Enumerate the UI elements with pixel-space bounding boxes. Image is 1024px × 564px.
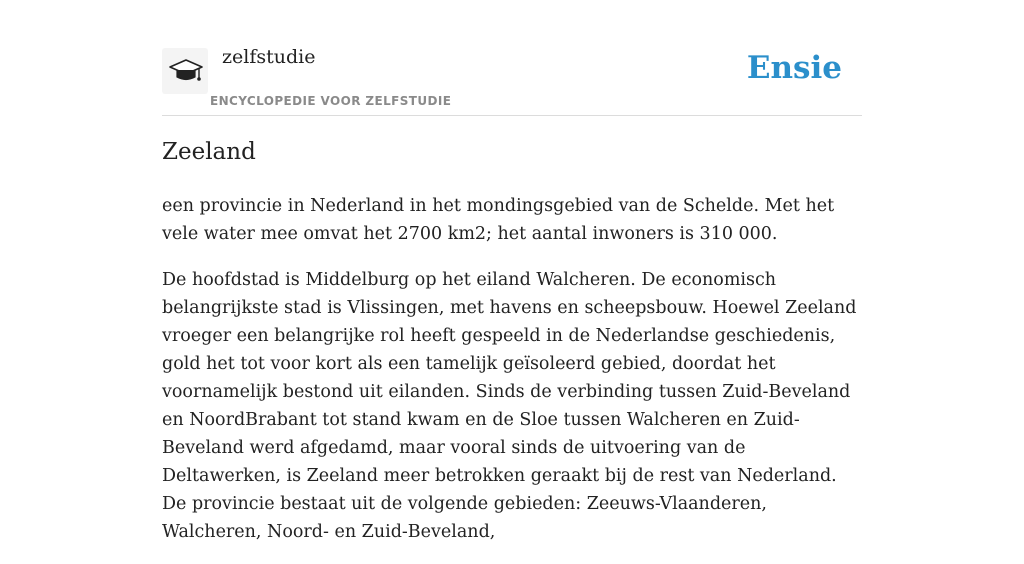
article-paragraph: De hoofdstad is Middelburg op het eiland Walcheren. De economisch belangrijkste stad is Vlissingen, met havens en scheepsbouw. Hoewel Zeeland vroeger een belangrijke rol heeft gespeeld in de Nederlandse geschiedenis, gold het tot voor kort als een tamelijk geïsoleerd gebied, doordat het voornamelijk bestond uit eilanden. Sinds de verbinding tussen Zuid-Beveland en NoordBrabant tot stand kwam en de Sloe tussen Walcheren en Zuid-Beveland werd afgedamd, maar vooral sinds de uitvoering van de Deltawerken, is Zeeland meer betrokken geraakt bij de rest van Nederland. De provincie bestaat uit de volgende gebieden: Zeeuws-Vlaanderen, Walcheren, Noord- en Zuid-Beveland, (162, 270, 857, 542)
article-body (162, 192, 862, 564)
brand-logo-link[interactable]: Ensie (746, 50, 842, 86)
site-logo[interactable] (162, 48, 208, 94)
site-header (162, 0, 862, 116)
article-paragraph: een provincie in Nederland in het mondingsgebied van de Schelde. Met het vele water mee omvat het 2700 km2; het aantal inwoners is 310 000. (162, 196, 835, 244)
site-tagline: ENCYCLOPEDIE VOOR ZELFSTUDIE (210, 94, 452, 108)
site-name[interactable]: zelfstudie (222, 46, 316, 68)
page-title: Zeeland (162, 139, 256, 165)
